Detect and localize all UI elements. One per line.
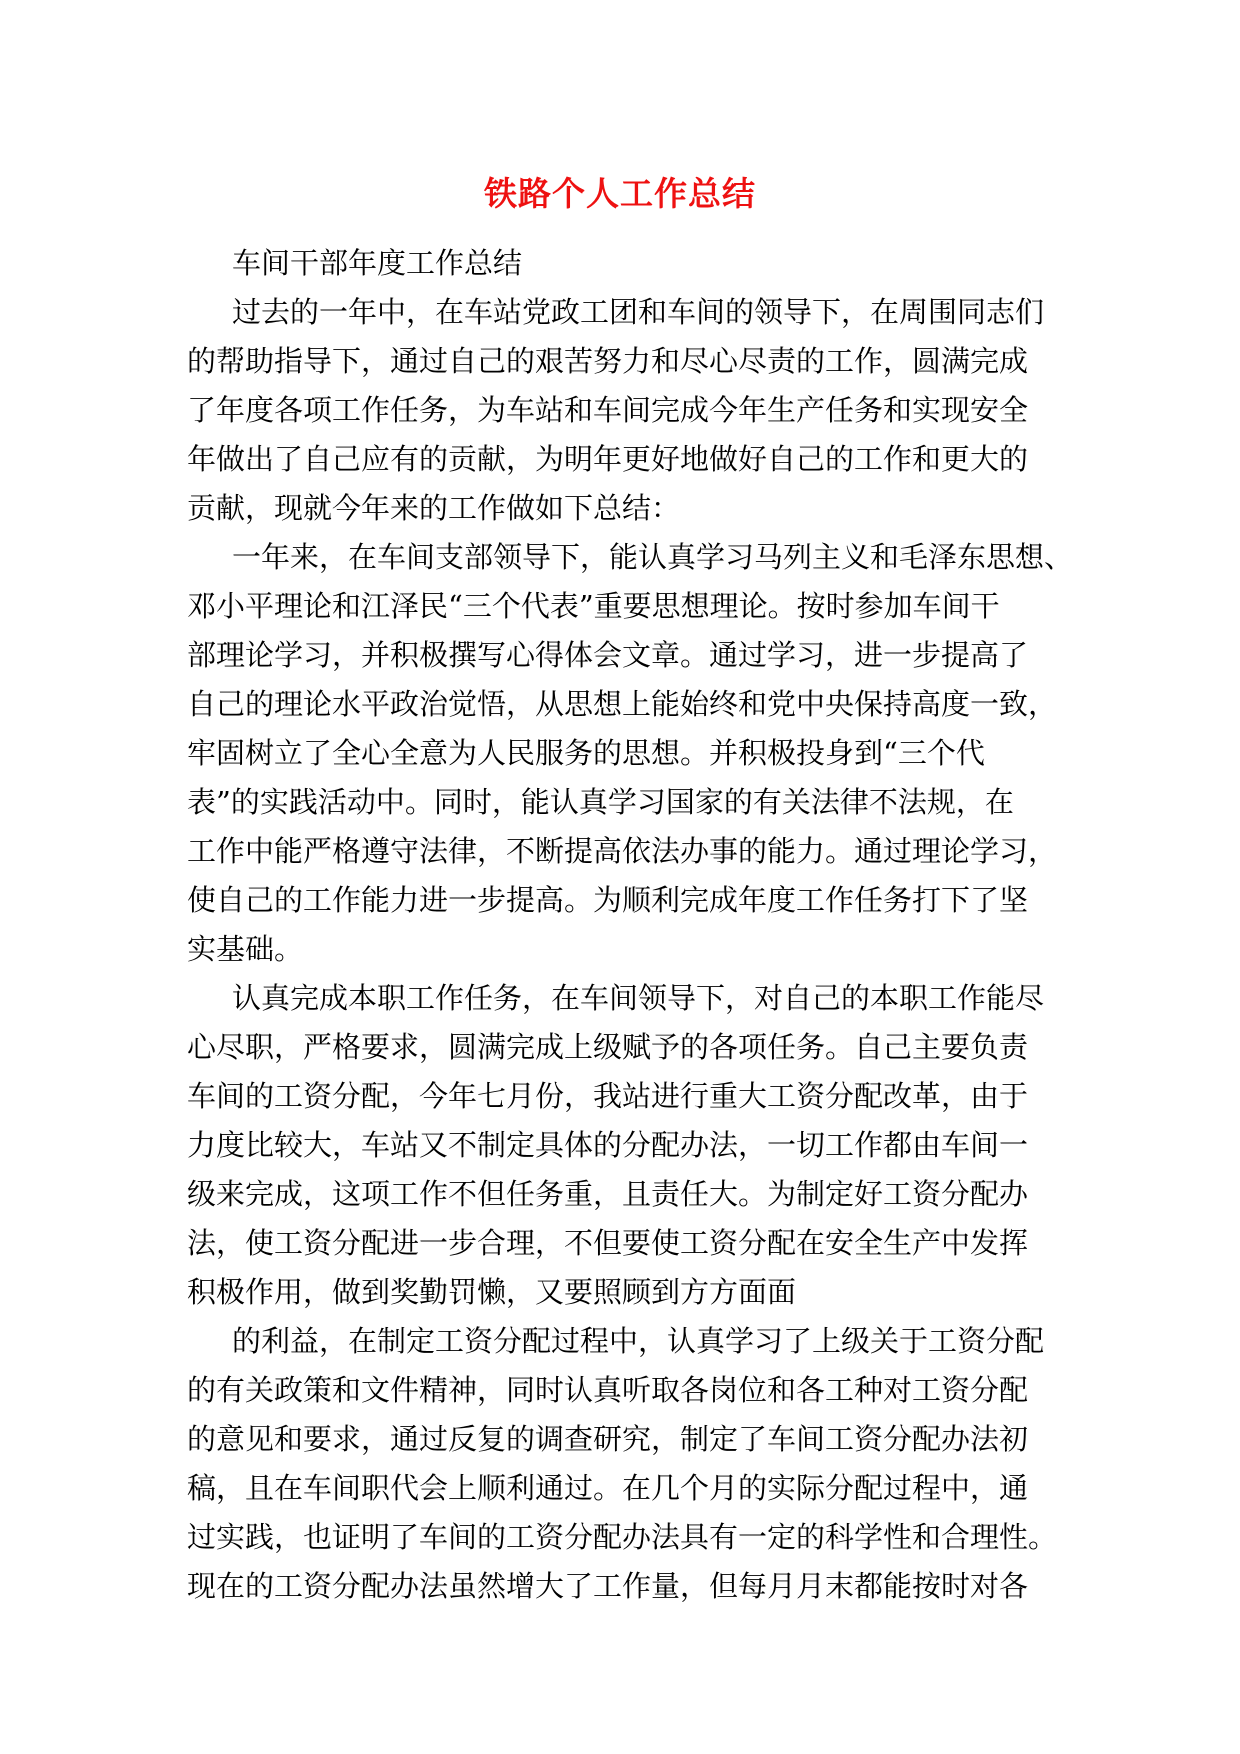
body-text-line: 力度比较大，车站又不制定具体的分配办法，一切工作都由车间一	[187, 1128, 1029, 1162]
body-text-line: 的利益，在制定工资分配过程中，认真学习了上级关于工资分配	[232, 1324, 1045, 1358]
body-text-line: 表”的实践活动中。同时，能认真学习国家的有关法律不法规，在	[187, 785, 1014, 819]
body-text-line: 的意见和要求，通过反复的调查研究，制定了车间工资分配办法初	[187, 1422, 1029, 1456]
body-text-line: 过去的一年中，在车站党政工团和车间的领导下，在周围同志们	[232, 295, 1045, 329]
body-text-line: 一年来，在车间支部领导下，能认真学习马列主义和毛泽东思想、	[232, 540, 1074, 574]
body-text-line: 级来完成，这项工作不但任务重，且责任大。为制定好工资分配办	[187, 1177, 1029, 1211]
body-text-line: 年做出了自己应有的贡献，为明年更好地做好自己的工作和更大的	[187, 442, 1029, 476]
body-text-line: 的帮助指导下，通过自己的艰苦努力和尽心尽责的工作，圆满完成	[187, 344, 1029, 378]
body-text-line: 工作中能严格遵守法律，不断提高依法办事的能力。通过理论学习，	[187, 834, 1058, 868]
body-text-line: 贡献，现就今年来的工作做如下总结：	[187, 491, 681, 525]
body-text-line: 自己的理论水平政治觉悟，从思想上能始终和党中央保持高度一致，	[187, 687, 1058, 721]
body-text-line: 使自己的工作能力进一步提高。为顺利完成年度工作任务打下了坚	[187, 883, 1029, 917]
body-text-line: 部理论学习，并积极撰写心得体会文章。通过学习，进一步提高了	[187, 638, 1029, 672]
body-text-line: 过实践，也证明了车间的工资分配办法具有一定的科学性和合理性。	[187, 1520, 1058, 1554]
body-text-line: 实基础。	[187, 932, 304, 966]
body-text-line: 牢固树立了全心全意为人民服务的思想。并积极投身到“三个代	[187, 736, 985, 770]
body-text-line: 积极作用，做到奖勤罚懒，又要照顾到方方面面	[187, 1275, 797, 1309]
body-text-line: 现在的工资分配办法虽然增大了工作量，但每月月末都能按时对各	[187, 1569, 1029, 1603]
body-text-line: 法，使工资分配进一步合理，不但要使工资分配在安全生产中发挥	[187, 1226, 1029, 1260]
body-text-line: 的有关政策和文件精神，同时认真听取各岗位和各工种对工资分配	[187, 1373, 1029, 1407]
body-text-line: 稿，且在车间职代会上顺利通过。在几个月的实际分配过程中，通	[187, 1471, 1029, 1505]
body-text-line: 车间的工资分配，今年七月份，我站进行重大工资分配改革，由于	[187, 1079, 1029, 1113]
body-text-line: 了年度各项工作任务，为车站和车间完成今年生产任务和实现安全	[187, 393, 1029, 427]
document-body	[187, 239, 1074, 1611]
document-title: 铁路个人工作总结	[484, 174, 756, 213]
body-text-line: 心尽职，严格要求，圆满完成上级赋予的各项任务。自己主要负责	[187, 1030, 1029, 1064]
body-text-line: 邓小平理论和江泽民“三个代表”重要思想理论。按时参加车间干	[187, 589, 1000, 623]
body-text-line: 车间干部年度工作总结	[232, 246, 523, 280]
body-text-line: 认真完成本职工作任务，在车间领导下，对自己的本职工作能尽	[232, 981, 1045, 1015]
